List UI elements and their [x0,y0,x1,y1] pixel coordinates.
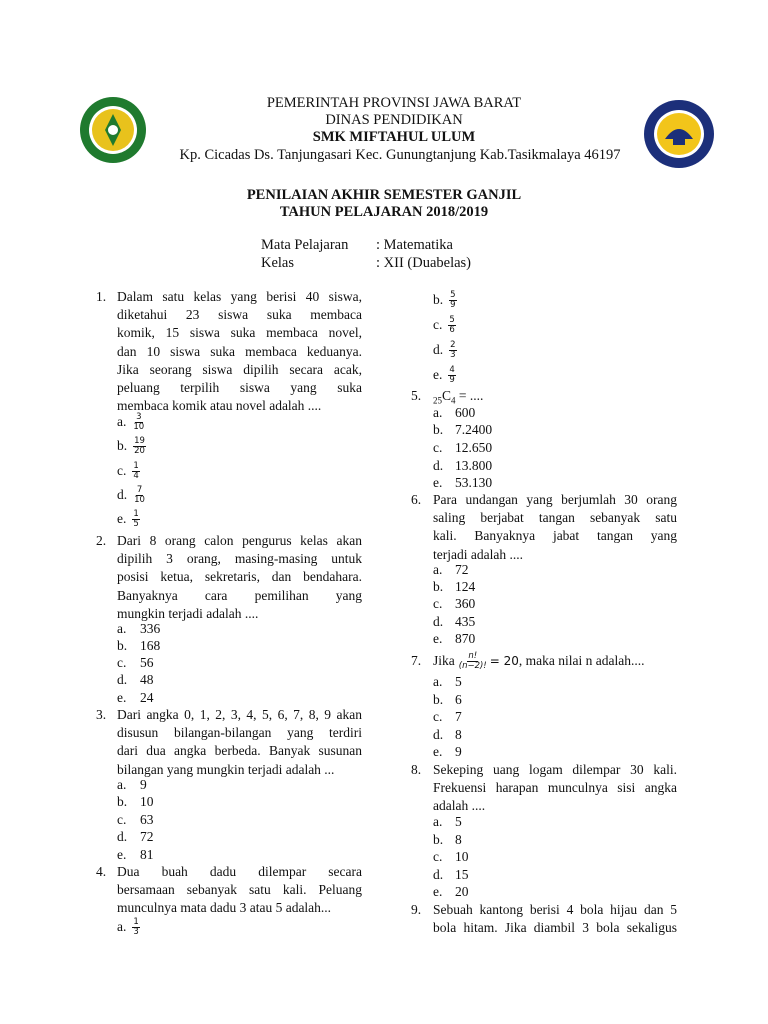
question-number: 4. [96,864,107,879]
q6-line-1: Para undangan yang berjumlah 30 orang [433,492,677,507]
option[interactable] [117,510,140,529]
q6-line-2: saling berjabat tangan sebanyak satu [433,510,677,526]
q1-line-7: membaca komik atau novel adalah .... [117,398,322,414]
option[interactable] [433,673,462,691]
option-text: 53.130 [455,475,493,490]
option[interactable] [117,776,147,794]
option[interactable] [117,846,154,864]
option[interactable] [433,421,493,439]
q5-rest: = .... [455,388,484,403]
question-number: 1. [96,289,107,304]
fraction-numerator: 1 [133,509,139,520]
option-text: 5 [455,674,462,689]
option-letter: e. [117,690,127,705]
fraction-denominator: 10 [134,495,145,506]
header-school: SMK MIFTAHUL ULUM [312,129,476,145]
option-letter: a. [117,621,127,636]
option[interactable] [433,341,457,360]
q2-line-5: mungkin terjadi adalah .... [117,605,259,621]
option-letter: a. [433,562,443,577]
subject-value: : Matematika [376,237,453,253]
fraction-denominator: 4 [133,471,139,482]
option[interactable] [117,793,154,811]
option-text: 20 [455,884,469,899]
question-number: 9. [411,902,422,917]
header-province: PEMERINTAH PROVINSI JAWA BARAT [266,95,522,111]
option-text: 72 [455,562,469,577]
option[interactable] [117,918,140,937]
option-letter: c. [433,317,443,332]
q2-line-4: Banyaknya cara pemilihan yang [117,587,362,603]
q4-line-3: munculnya mata dadu 3 atau 5 adalah... [117,900,332,916]
option[interactable] [433,291,457,310]
question-number: 8. [411,762,422,777]
option-letter: d. [433,614,444,629]
option-letter: b. [433,292,444,307]
fraction-denominator: 6 [449,325,455,336]
option-text: 7 [455,709,462,724]
q3-line-3: dari dua angka berbeda. Banyak susunan [117,743,362,759]
fraction-denominator: 9 [449,375,455,386]
fraction-denominator: (n−2)! [458,661,487,672]
option-text: 168 [140,638,161,653]
option-letter: c. [433,440,443,455]
fraction-numerator: 1 [133,917,139,928]
subject-label: Mata Pelajaran [261,237,349,253]
option[interactable] [117,437,146,456]
option-letter: d. [117,829,128,844]
q6-line-4: terjadi adalah .... [433,546,523,562]
option[interactable] [433,316,456,335]
option[interactable] [433,595,476,613]
q8-line-3: adalah .... [433,798,486,814]
option-letter: b. [117,794,128,809]
class-value: : XII (Duabelas) [376,255,472,271]
question-8 [411,761,677,816]
exam-title: PENILAIAN AKHIR SEMESTER GANJIL [246,187,522,203]
fraction-numerator: 5 [449,315,455,326]
option[interactable] [117,637,161,655]
option-letter: c. [117,463,127,478]
option-text: 15 [455,867,469,882]
option-letter: d. [117,672,128,687]
q7-jika: Jika [433,653,455,668]
fraction-numerator: 3 [136,412,142,423]
question-number: 2. [96,533,107,548]
option-text: 10 [140,794,154,809]
option-letter: b. [433,422,444,437]
q2-line-3: posisi ketua, sekretaris, dan bendahara. [117,569,362,585]
option-text: 870 [455,631,476,646]
option-letter: e. [433,475,443,490]
option-letter: a. [117,777,127,792]
option-letter: c. [117,655,127,670]
option-text: 7.2400 [455,422,493,437]
option[interactable] [117,462,140,481]
option-text: 13.800 [455,458,493,473]
option-text: 56 [140,655,154,670]
question-5 [411,387,677,410]
option[interactable] [433,561,469,579]
option-letter: d. [117,487,128,502]
option[interactable] [117,486,146,505]
option[interactable] [433,439,493,457]
question-number: 5. [411,388,422,403]
option[interactable] [117,828,154,846]
option-text: 81 [140,847,154,862]
option-letter: e. [117,511,127,526]
option[interactable] [433,578,476,596]
option-letter: c. [433,709,443,724]
option-text: 435 [455,614,476,629]
option-text: 600 [455,405,476,420]
q7-fraction [458,652,488,671]
option-text: 63 [140,812,154,827]
option[interactable] [117,620,161,638]
q1-line-1: Dalam satu kelas yang berisi 40 siswa, [117,289,362,304]
option-text: 48 [140,672,154,687]
option-text: 6 [455,692,462,707]
question-6 [411,491,677,564]
fraction-denominator: 3 [450,350,456,361]
option-letter: e. [433,744,443,759]
q1-line-3: komik, 15 siswa suka membaca novel, [117,325,362,341]
fraction-denominator: 9 [450,300,456,311]
fraction-numerator: 5 [450,290,456,301]
q3-line-4: bilangan yang mungkin terjadi adalah ... [117,761,335,777]
option-text: 124 [455,579,476,594]
option-text: 9 [140,777,147,792]
option[interactable] [433,404,476,422]
q2-line-2: dipilih 3 orang, masing-masing untuk [117,551,362,567]
q1-line-6: peluang terpilih siswa yang suka [117,380,362,396]
header-department: DINAS PENDIDIKAN [325,112,463,128]
q2-line-1: Dari 8 orang calon pengurus kelas akan [117,533,362,548]
q3-line-1: Dari angka 0, 1, 2, 3, 4, 5, 6, 7, 8, 9 akan [117,707,362,722]
option[interactable] [433,743,462,761]
fraction-numerator: 1 [133,461,139,472]
option-letter: a. [433,405,443,420]
option[interactable] [433,813,462,831]
option[interactable] [433,883,469,901]
option-letter: b. [433,579,444,594]
option-letter: e. [433,631,443,646]
q5-c: C [442,388,452,403]
option-letter: e. [117,847,127,862]
q4-line-1: Dua buah dadu dilempar secara [117,864,362,879]
q9-line-2: bola hitam. Jika diambil 3 bola sekaligus [433,920,677,936]
q4-line-2: bersamaan sebanyak satu kali. Peluang [117,882,362,898]
option-letter: b. [433,692,444,707]
question-7 [411,652,711,671]
question-1 [96,288,362,415]
option-letter: a. [117,414,127,429]
fraction-numerator: 4 [449,365,455,376]
option[interactable] [433,708,462,726]
q1-line-2: diketahui 23 siswa suka membaca [117,307,362,323]
option[interactable] [433,831,462,849]
fraction-denominator: 3 [133,927,139,938]
option[interactable] [433,474,493,492]
option[interactable] [117,654,154,672]
option[interactable] [433,691,462,709]
q6-line-3: kali. Banyaknya jabat tangan yang [433,528,677,544]
option-letter: a. [433,814,443,829]
q5-subscript: 4 [451,395,456,406]
option[interactable] [433,726,462,744]
fraction-numerator: 19 [134,436,145,447]
option-text: 24 [140,690,154,705]
fraction-denominator: 5 [133,519,139,530]
question-9 [411,901,677,937]
option[interactable] [433,457,493,475]
q1-line-4: dan 10 siswa suka membaca keduanya. [117,343,362,359]
option[interactable] [117,811,154,829]
question-number: 7. [411,653,422,668]
option-text: 9 [455,744,462,759]
q7-rest: , maka nilai n adalah.... [518,653,645,668]
option-letter: e. [433,367,443,382]
fraction-numerator: n! [468,651,478,662]
question-2 [96,532,362,623]
option-letter: d. [433,458,444,473]
q1-line-5: Jika seorang siswa dipilih secara acak, [117,361,362,377]
option-text: 12.650 [455,440,493,455]
option-text: 10 [455,849,469,864]
option-letter: b. [117,638,128,653]
q8-line-1: Sekeping uang logam dilempar 30 kali. [433,762,677,777]
option-letter: d. [433,867,444,882]
option-text: 5 [455,814,462,829]
option[interactable] [433,630,476,648]
option[interactable] [117,689,154,707]
question-number: 3. [96,707,107,722]
option[interactable] [433,366,456,385]
fraction-numerator: 2 [450,340,456,351]
q5-prefix: 25 [433,395,442,406]
option-text: 360 [455,596,476,611]
fraction-denominator: 10 [133,422,145,433]
option-letter: d. [433,727,444,742]
fraction-denominator: 20 [134,446,145,457]
option-letter: a. [433,674,443,689]
class-label: Kelas [261,255,295,271]
q8-line-2: Frekuensi harapan munculnya sisi angka [433,780,677,796]
q3-line-2: disusun bilangan-bilangan yang terdiri [117,725,362,741]
option-letter: d. [433,342,444,357]
option-text: 8 [455,727,462,742]
question-4 [96,863,362,918]
q9-line-1: Sebuah kantong berisi 4 bola hijau dan 5 [433,902,677,917]
option-letter: c. [117,812,127,827]
option-letter: c. [433,596,443,611]
option-text: 72 [140,829,154,844]
question-number: 6. [411,492,422,507]
fraction-numerator: 7 [136,485,143,496]
option[interactable] [117,671,154,689]
q7-equals: = 20 [489,654,519,668]
option-letter: b. [433,832,444,847]
option[interactable] [433,848,469,866]
option-letter: b. [117,438,128,453]
exam-year: TAHUN PELAJARAN 2018/2019 [279,204,489,220]
option-text: 8 [455,832,462,847]
option-letter: c. [433,849,443,864]
option-letter: e. [433,884,443,899]
option-letter: a. [117,919,127,934]
option-text: 336 [140,621,161,636]
option[interactable] [433,613,476,631]
question-3 [96,706,362,779]
option[interactable] [433,866,469,884]
header-address: Kp. Cicadas Ds. Tanjungasari Kec. Gunungtanjung Kab.Tasikmalaya 46197 [179,147,621,163]
option[interactable] [117,413,145,432]
